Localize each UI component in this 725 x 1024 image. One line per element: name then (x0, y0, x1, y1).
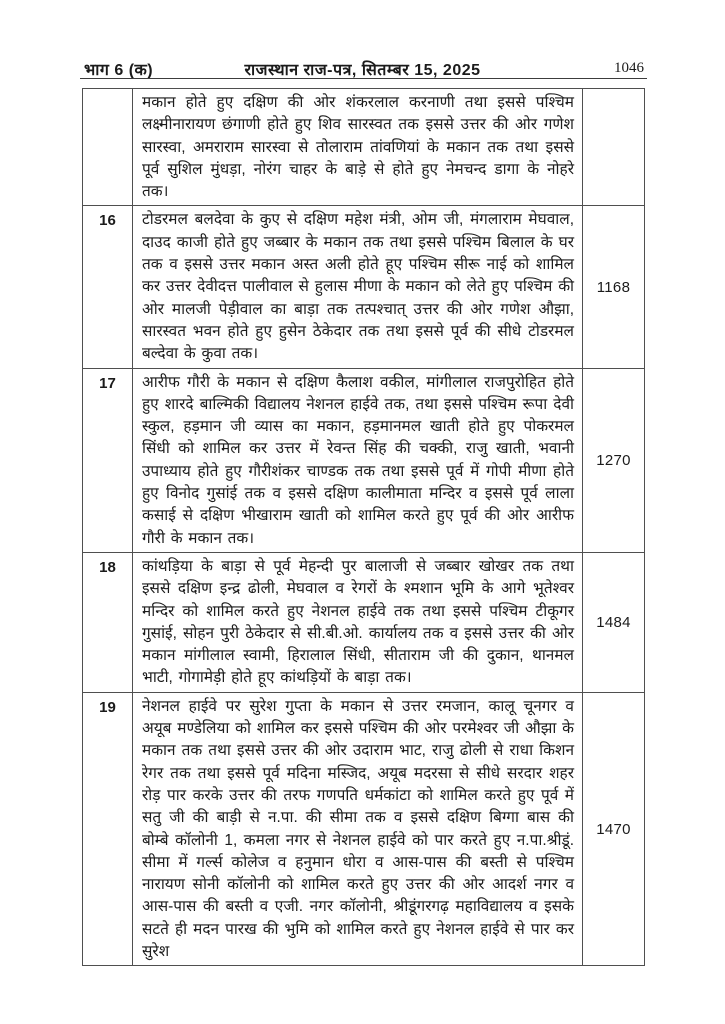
table-row (83, 368, 645, 552)
page-header (0, 58, 725, 80)
header-gazette-title: राजस्थान राज-पत्र, सितम्बर 15, 2025 (244, 62, 481, 79)
header-part-label: भाग 6 (क) (84, 62, 154, 79)
header-page-number: 1046 (614, 60, 644, 76)
boundary-description-table (82, 88, 645, 966)
row-value (583, 89, 645, 206)
table-row (83, 206, 645, 368)
row-description-text: आरीफ गौरी के मकान से दक्षिण कैलाश वकील, मांगीलाल राजपुरोहित होते हुए शारदे बाल्मिकी विद्यालय नेशनल हाईवे तक, तथा इससे पश्चिम रूपा देवी स्कुल, हड़मान जी व्यास का मकान, हड़मानमल खाती होते हुए पोकरमल सिंधी को शामिल कर उत्तर में रेवन्त सिंह की चक्की, राजु खाती, भवानी उपाध्याय होते हुए गौरीशंकर चाण्डक तक तथा इससे पूर्व में गोपी मीणा होते हुए विनोद गुसांई तक व इससे दक्षिण कालीमाता मन्दिर व इससे पूर्व लाला कसाई से दक्षिण भीखाराम खाती को शामिल करते हुए पूर्व की ओर आरीफ गौरी के मकान तक। (142, 373, 574, 547)
row-value: 1270 (583, 368, 645, 552)
row-serial-number: 18 (83, 552, 133, 692)
row-description-text: मकान होते हुए दक्षिण की ओर शंकरलाल करनाणी तथा इससे पश्चिम लक्ष्मीनारायण छंगाणी होते हुए शिव सारस्वत तक इससे उत्तर की ओर गणेश सारस्वा, अमराराम सारस्वा से तोलाराम तांवणियां के मकान तक तथा इससे पूर्व सुशिल मुंधड़ा, नोरंग चाहर के बाड़े से होते हुए नेमचन्द डागा के नोहरे तक। (142, 94, 574, 201)
row-serial-number: 16 (83, 206, 133, 368)
row-serial-number: 17 (83, 368, 133, 552)
row-description-cell (133, 368, 583, 552)
row-value: 1168 (583, 206, 645, 368)
table-row (83, 692, 645, 966)
table-row (83, 552, 645, 692)
row-description-text: नेशनल हाईवे पर सुरेश गुप्ता के मकान से उत्तर रमजान, कालू चूनगर व अयूब मण्डेलिया को शामिल कर इससे पश्चिम की ओर परमेश्वर जी औझा के मकान तक तथा इससे उत्तर की ओर उदाराम भाट, राजु ढोली से राधा किशन रेगर तक तथा इससे पूर्व मदिना मस्जिद, अयूब मदरसा से सीधे सरदार शहर रोड़ पार करके उत्तर की तरफ गणपति धर्मकांटा को शामिल करते हुए पूर्व में सतु जी की बाड़ी से न.पा. की सीमा तक व इससे दक्षिण बिग्गा बास की बोम्बे कॉलोनी 1, कमला नगर से नेशनल हाईवे को पार करते हुए न.पा.श्रीडूं. सीमा में गर्ल्स कोलेज व हनुमान धोरा व आस-पास की बस्ती से पश्चिम नारायण सोनी कॉलोनी को शामिल करते हुए उत्तर की ओर आदर्श नगर व आस-पास की बस्ती व एजी. नगर कॉलोनी, श्रीडूंगरगढ़ महाविद्यालय व इसके सटते ही मदन पारख की भुमि को शामिल करते हुए नेशनल हाईवे से पार कर सुरेश (142, 697, 574, 960)
row-description-cell (133, 89, 583, 206)
row-serial-number (83, 89, 133, 206)
row-serial-number: 19 (83, 692, 133, 966)
row-value: 1484 (583, 552, 645, 692)
row-description-text: कांथड़िया के बाड़ा से पूर्व मेहन्दी पुर बालाजी से जब्बार खोखर तक तथा इससे दक्षिण इन्द्र ढोली, मेघवाल व रेगरों के श्मशान भूमि के आगे भूतेश्वर मन्दिर को शामिल करते हुए नेशनल हाईवे तक तथा इससे पश्चिम टीकूगर गुसांई, सोहन पुरी ठेकेदार से सी.बी.ओ. कार्यालय तक व इससे उत्तर की ओर मकान मांगीलाल स्वामी, हिरालाल सिंधी, सीताराम जी की दुकान, थानमल भाटी, गोगामेड़ी होते हूए कांथड़ियों के बाड़ा तक। (142, 557, 574, 687)
row-description-cell (133, 552, 583, 692)
row-description-cell (133, 206, 583, 368)
table-row (83, 89, 645, 206)
row-description-text: टोडरमल बलदेवा के कुए से दक्षिण महेश मंत्री, ओम जी, मंगलाराम मेघवाल, दाउद काजी होते हुए जब्बार के मकान तक तथा इससे पश्चिम बिलाल के घर तक व इससे उत्तर मकान अस्त अली होते हूए पश्चिम सीरू नाई को शामिल कर उत्तर देवीदत्त पालीवाल से हुलास मीणा के मकान को लेते हुए पश्चिम की ओर मालजी पेड़ीवाल का बाड़ा तक तत्पश्चात् उत्तर की ओर गणेश औझा, सारस्वत भवन होते हुए हुसेन ठेकेदार तक तथा इससे पूर्व की सीधे टोडरमल बल्देवा के कुवा तक। (142, 211, 574, 363)
row-description-cell (133, 692, 583, 966)
header-rule (80, 78, 647, 79)
row-value: 1470 (583, 692, 645, 966)
